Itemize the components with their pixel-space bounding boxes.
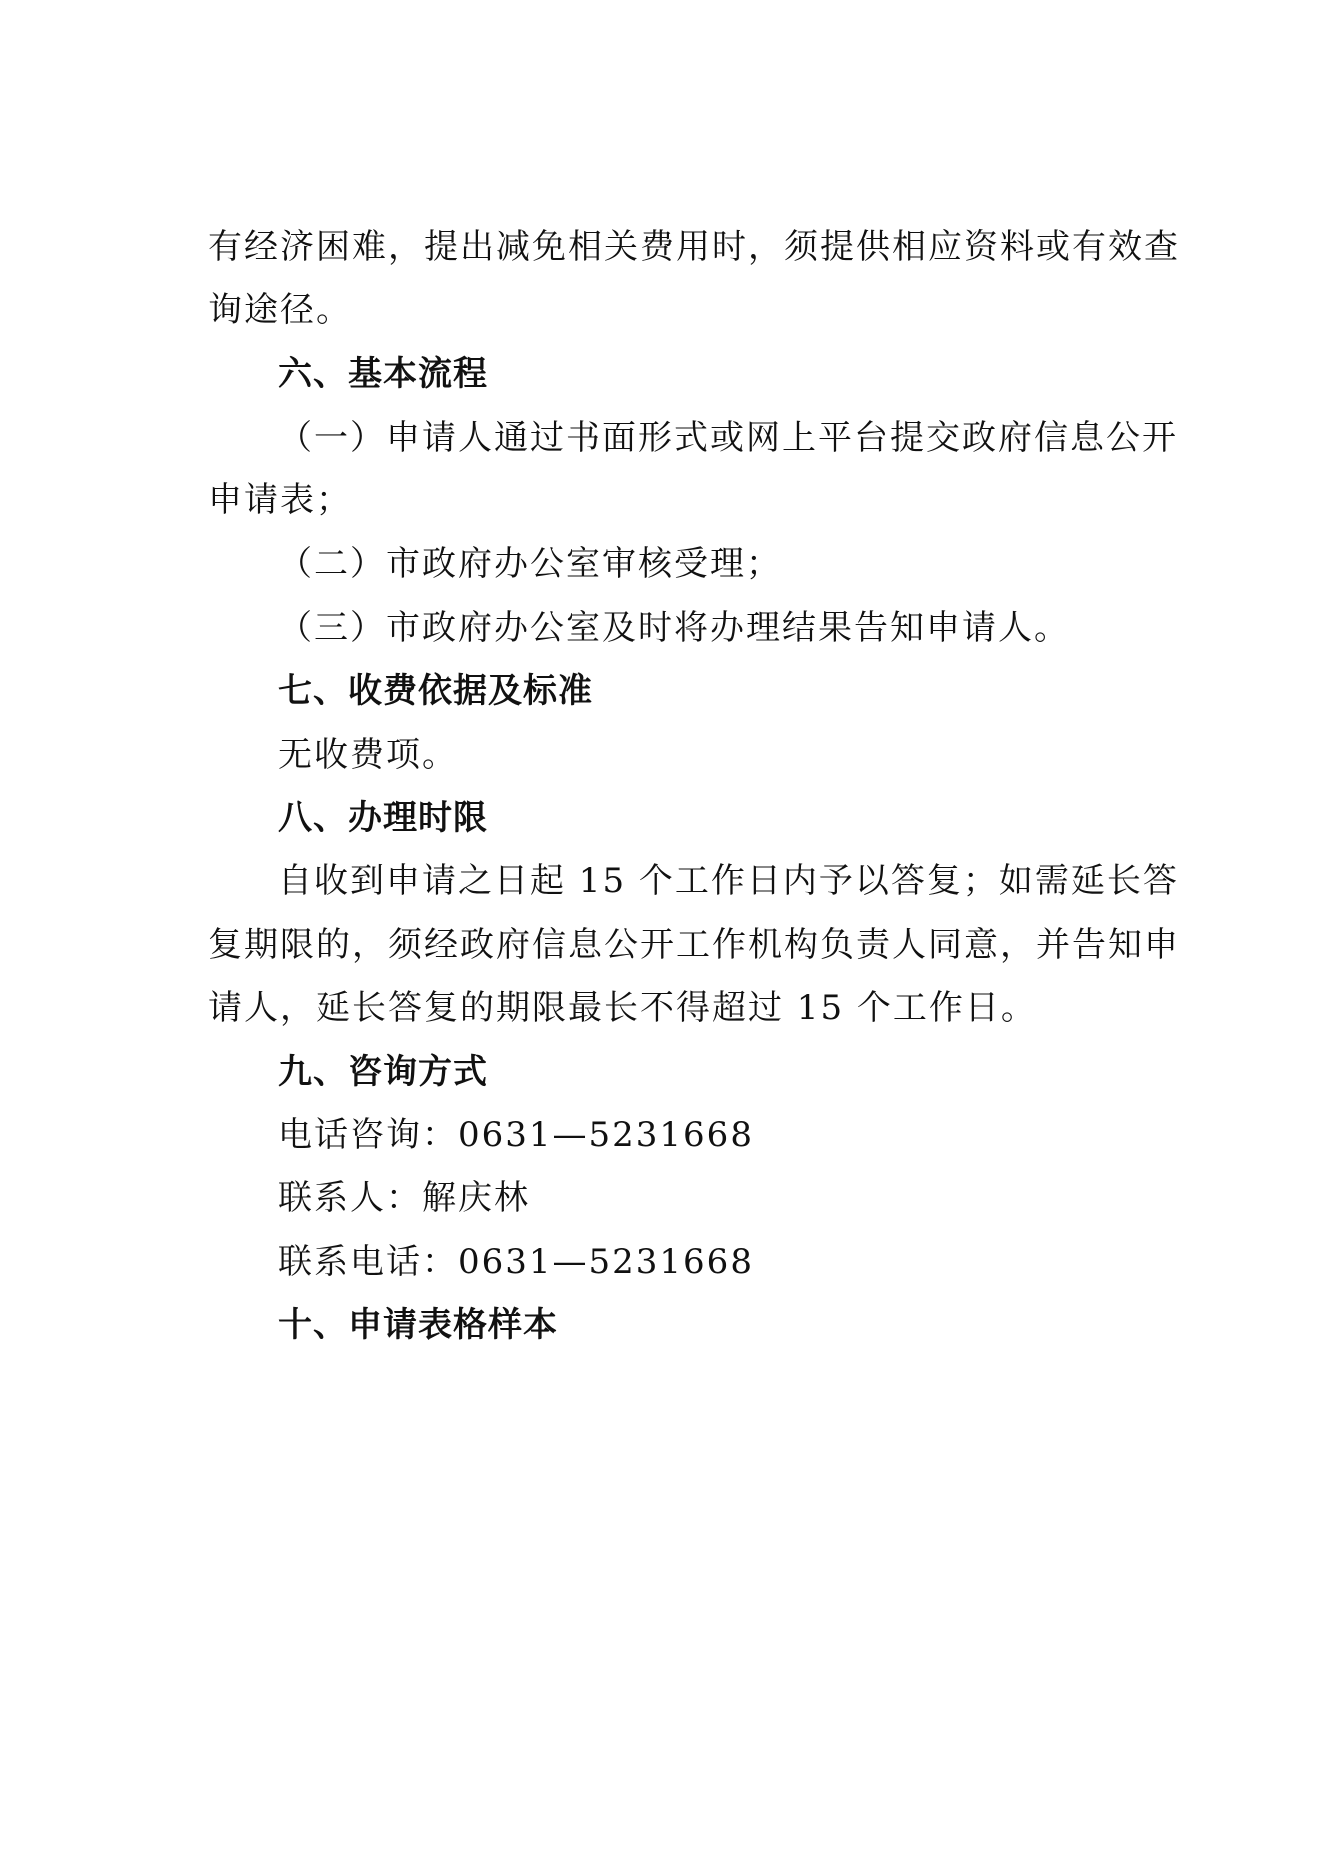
time-limit-line: 自收到申请之日起 15 个工作日内予以答复；如需延长答: [278, 861, 1179, 901]
paragraph-line: 询途径。: [208, 290, 352, 330]
process-step-2: （二）市政府办公室审核受理；: [278, 544, 782, 584]
consultation-phone: 电话咨询：0631—5231668: [278, 1115, 754, 1155]
section-heading-basic-process: 六、基本流程: [278, 354, 488, 394]
process-step-1: （一）申请人通过书面形式或网上平台提交政府信息公开: [278, 418, 1178, 458]
process-step-1-continued: 申请表；: [208, 480, 352, 520]
section-heading-time-limit: 八、办理时限: [278, 798, 488, 838]
fees-body: 无收费项。: [278, 735, 458, 775]
section-heading-fees: 七、收费依据及标准: [278, 671, 593, 711]
section-heading-consultation: 九、咨询方式: [278, 1052, 488, 1092]
time-limit-line: 请人，延长答复的期限最长不得超过 15 个工作日。: [208, 988, 1037, 1028]
contact-person: 联系人：解庆林: [278, 1178, 530, 1218]
section-heading-form-sample: 十、申请表格样本: [278, 1305, 558, 1345]
paragraph-line: 有经济困难，提出减免相关费用时，须提供相应资料或有效查: [208, 227, 1180, 267]
process-step-3: （三）市政府办公室及时将办理结果告知申请人。: [278, 608, 1070, 648]
time-limit-line: 复期限的，须经政府信息公开工作机构负责人同意，并告知申: [208, 925, 1180, 965]
contact-phone: 联系电话：0631—5231668: [278, 1242, 754, 1282]
